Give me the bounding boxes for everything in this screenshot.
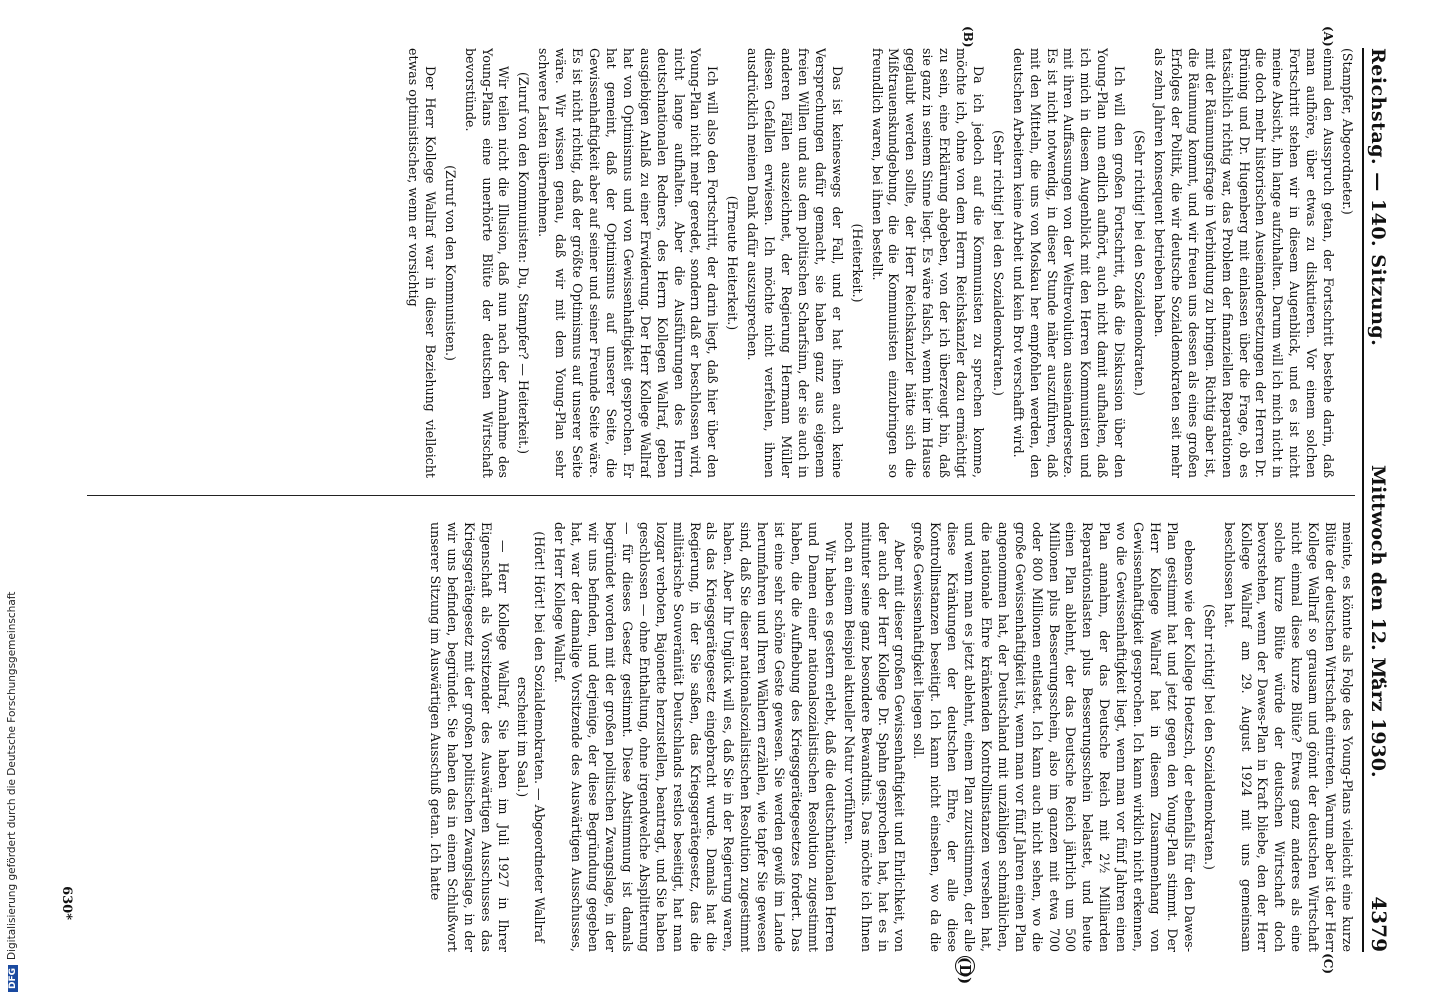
- column-left-paragraph: (Erneute Heiterkeit.): [725, 195, 741, 331]
- footer-bar: [0, 0, 30, 1000]
- signature-mark: 630*: [59, 886, 74, 920]
- column-right-paragraph: Aber mit dieser großen Gewissenhaftigkeit und Ehrlichkeit, von der auch der Herr Kollege Dr. Spahn gesprochen hat, hat es in mitunter seine ganz besondere Bewandtnis. Das möchte ich Ihnen noch an einem Beispiel aktueller Natur vorführen.: [841, 522, 908, 952]
- column-left-paragraph: (Zuruf von den Kommunisten: Du, Stampfer? — Heiterkeit.): [516, 71, 532, 455]
- column-left-paragraph: einmal den Ausspruch getan, der Fortschritt bestehe darin, daß man aufhöre, über etwas zu diskutieren. Vor einem solchen Fortschritt stehen wir in diesem Augenblick, und es ist nicht meine Absicht, ihn lange aufzuhalten. Darum will ich mich nicht in die doch mehr historischen Auseinandersetzungen der Herren Dr. Brüning und Dr. Hugenberg mit einlassen über die Frage, ob es tatsächlich richtig war, das Problem der finanziellen Reparationen mit der Räumungsfrage in Verbindung zu bringen. Richtig aber ist, die Räumung kommt, und wir freuen uns dessen als eines großen Erfolges der Politik, die wir deutsche Sozialdemokraten seit mehr als zehn Jahren konsequent betrieben haben.: [1152, 48, 1337, 478]
- column-right-paragraph: ebenso wie der Kollege Hoetzsch, der ebenfalls für den Dawes-Plan gestimmt hat und jetzt gegen den Young-Plan stimmt. Der Herr Kollege Wallraf hat in diesem Zusammenhang von Gewissenhaftigkeit gesprochen. Ich kann wirklich nicht erkennen, wo die Gewissenhaftigkeit liegt, wenn man vor fünf Jahren einen Plan annahm, der das Deutsche Reich mit 2½ Milliarden Reparationslasten plus Besserungsschein belastet, und heute einen Plan ablehnt, der das Deutsche Reich jährlich um 500 Millionen plus Besserungsschein, also im ganzen mit etwa 700 oder 800 Millionen entlastet. Ich kann auch nicht sehen, wo die große Gewissenhaftigkeit ist, wenn man vor fünf Jahren einen Plan angenommen hat, der Deutschland mit unzähligen schmählichen, die nationale Ehre kränkenden Kontrollinstanzen versehen hat, und wenn man es jetzt ablehnt, einem Plan zuzustimmen, der alle diese Kränkungen der deutschen Ehre, der alle diese Kontrollinstanzen beseitigt. Ich kann nicht einsehen, wo da die große Gewissenhaftigkeit liegen soll.: [911, 522, 1197, 952]
- text-columns: [87, 26, 1355, 985]
- page-number: 4379: [1367, 896, 1391, 952]
- column-right-paragraph: Wir haben es gestern erlebt, daß die deutschnationalen Herren und Damen einer nationalsozialistischen Resolution zugestimmt haben, die die Aufhebung des Kriegsgerätegesetzes fordert. Das ist eine sehr schöne Geste gewesen. Sie werden gewiß im Lande herumfahren und Ihren Wählern erzählen, wie tapfer Sie gewesen sind, daß Sie dieser nationalsozialistischen Resolution zugestimmt haben. Aber Ihr Unglück will es, daß Sie in der Regierung waren, als das Kriegsgerätegesetz eingebracht wurde. Damals hat die Regierung, in der Sie saßen, das Kriegsgerätegesetz, das die militärische Souveränität Deutschlands restlos beseitigt, hat man lozgar verboten, Bajonette herzustellen, beantragt, und Sie haben geschlossen — ohne Enthaltung, ohne irgendwelche Absplitterung — für dieses Gesetz gestimmt. Diese Abstimmung ist damals begründet worden mit der großen politischen Zwangslage, in der wir uns befinden, und derjenige, der diese Begründung gegeben hat, war der damalige Vorsitzende des Auswärtigen Ausschusses, der Herr Kollege Wallraf.: [552, 522, 838, 952]
- column-right-paragraph: — Herr Kollege Wallraf, Sie haben im Juli 1927 in Ihrer Eigenschaft als Vorsitzender des Auswärtigen Ausschusses das Kriegsgerätegesetz mit der großen politischen Zwangslage, in der wir uns befinden, begründet. Sie haben das in einem Schlußwort unserer Sitzung im Auswärtigen Ausschuß getan. Ich hatte: [427, 522, 511, 952]
- column-left-paragraph: Das ist keineswegs der Fall, und er hat ihnen auch keine Versprechungen dafür gemacht, sie haben ganz aus eigenem freien Willen und aus dem politischen Scharfsinn, der sie auch in anderen Fällen auszeichnet, der Regierung Hermann Müller diesen Gefallen erwiesen. Ich möchte nicht verfehlen, ihnen ausdrücklich meinen Dank dafür auszusprechen.: [745, 48, 845, 478]
- margin-marker-d: (D): [956, 957, 974, 985]
- dfg-logo-icon: DFG: [8, 965, 18, 992]
- column-right-paragraph: meinte, es könnte als Folge des Young-Plans vielleicht eine kurze Blüte der deutschen Wirtschaft eintreten. Warum aber ist der Herr Kollege Wallraf so grausam und gönnt der deutschen Wirtschaft nicht einmal diese kurze Blüte? Etwas ganz anderes als eine solche kurze Blüte würde der deutschen Wirtschaft doch bevorstehen, wenn der Dawes-Plan in Kraft bliebe, den der Herr Kollege Wallraf am 29. August 1924 mit uns gemeinsam beschlossen hat.: [1221, 522, 1355, 952]
- margin-marker-a: (A): [1321, 26, 1335, 47]
- column-left-paragraph: Ich will den großen Fortschritt, daß die Diskussion über den Young-Plan nun endlich aufhört, auch nicht damit aufhalten, daß ich mich in diesem Augenblick mit den Herren Kommunisten und mit ihren Auffassungen von der Weltrevolution auseinandersetze. Es ist nicht notwendig, in dieser Stunde näher auszuführen, daß mit den Mitteln, die uns von Moskau her empfohlen werden, den deutschen Arbeitern keine Arbeit und kein Brot verschafft wird.: [1010, 48, 1128, 478]
- footer-credit-text: Digitalisierung gefördert durch die Deutsche Forschungsgemeinschaft: [6, 591, 18, 960]
- column-left-paragraph: (Zuruf von den Kommunisten.): [442, 165, 458, 361]
- column-left-paragraph: Der Herr Kollege Wallraf war in dieser Beziehung vielleicht etwas optimistischer, wenn er vorsichtig: [405, 48, 438, 478]
- document-page: [37, 20, 1397, 985]
- column-right-paragraph: (Hört! Hört! bei den Sozialdemokraten. — Abgeordneter Wallraf erscheint im Saal.): [515, 531, 548, 943]
- running-header: [1362, 48, 1397, 952]
- column-left-paragraph: Da ich jedoch auf die Kommunisten zu sprechen komme, möchte ich, ohne von dem Herrn Reichskanzler dazu ermächtigt zu sein, eine Erklärung abgeben, von der ich überzeugt bin, daß sie ganz in seinem Sinne liegt. Es wäre falsch, wenn hier im Hause geglaubt werden sollte, der Herr Reichskanzler hätte sich die Mißtrauenskundgebung, die die Kommunisten einzubringen so freundlich waren, bei ihnen bestellt.: [869, 48, 986, 478]
- margin-marker-c: (C): [1321, 953, 1335, 974]
- column-right-paragraph: (Sehr richtig! bei den Sozialdemokraten.): [1201, 604, 1217, 870]
- column-right: [87, 522, 1355, 952]
- header-left: Reichstag. — 140. Sitzung.: [1367, 48, 1389, 347]
- column-left-paragraph: Ich will also den Fortschritt, der darin liegt, daß hier über den Young-Plan nicht mehr geredet, sondern daß er beschlossen wird, nicht lange aufhalten. Aber die Ausführungen des Herrn deutschnationalen Redners, des Herrn Kollegen Wallraf, geben ausgiebigen Anlaß zu einer Erwiderung. Der Herr Kollege Wallraf hat von Optimismus und von Gewissenhaftigkeit gesprochen. Er hat gemeint, daß der Optimismus auf unserer Seite, die Gewissenhaftigkeit aber auf seiner und seiner Freunde Seite wäre. Es ist nicht richtig, daß der größte Optimismus auf unserer Seite wäre. Wir wissen genau, daß wir mit dem Young-Plan sehr schwere Lasten übernehmen.: [536, 48, 721, 478]
- header-date: Mittwoch den 12. März 1930.: [1367, 465, 1389, 778]
- column-left-paragraph: (Stampfer, Abgeordneter.): [1340, 48, 1355, 215]
- column-left: [87, 48, 1355, 478]
- column-divider: [87, 495, 1355, 496]
- margin-marker-b: (B): [961, 26, 975, 48]
- column-left-paragraph: (Heiterkeit.): [849, 223, 865, 303]
- column-left-paragraph: (Sehr richtig! bei den Sozialdemokraten.): [990, 130, 1006, 396]
- column-left-paragraph: Wir teilen nicht die Illusion, daß nun nach der Annahme des Young-Plans eine unerhörte Blüte der deutschen Wirtschaft bevorstünde.: [462, 48, 512, 478]
- column-left-paragraph: (Sehr richtig! bei den Sozialdemokraten.): [1132, 130, 1148, 396]
- footer-credit: [6, 592, 18, 992]
